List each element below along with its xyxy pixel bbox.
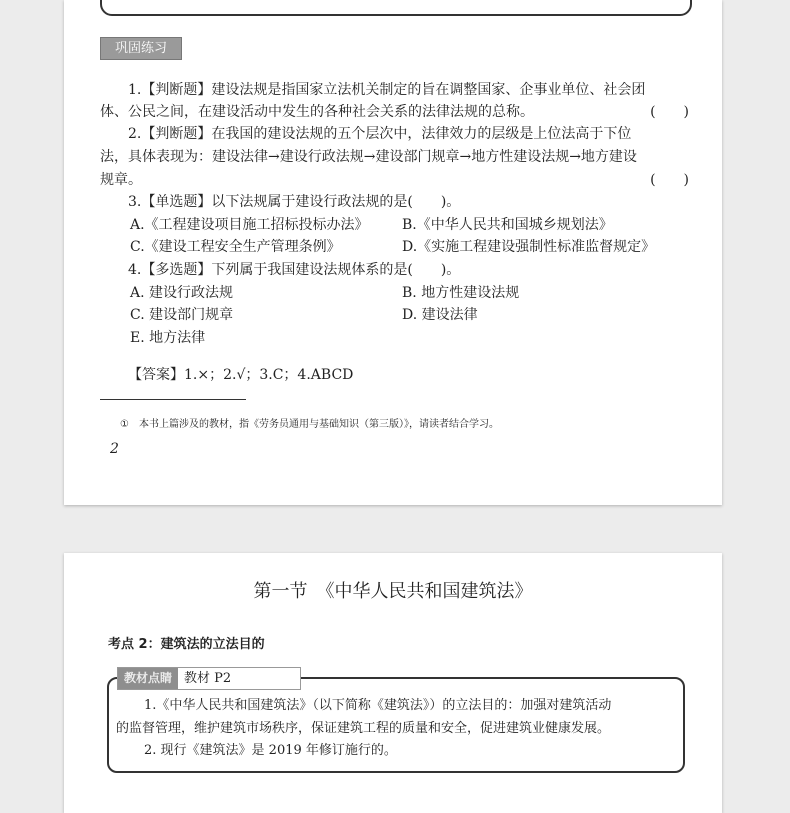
page-number: 2: [110, 441, 119, 457]
q4-option-e: E. 地方法律: [130, 330, 206, 346]
content-box-bottom: [100, 0, 692, 16]
answer-paren: ( ): [650, 104, 689, 120]
q3: 3.【单选题】以下法规属于建设行政法规的是( )。: [128, 194, 461, 210]
page-1: [64, 0, 722, 505]
footnote-rule: [100, 399, 246, 400]
section-badge: 巩固练习: [100, 37, 182, 60]
q3-option-d: D.《实施工程建设强制性标准监督规定》: [402, 239, 656, 255]
tag-label: 教材点睛: [118, 668, 178, 689]
q4-option-d: D. 建设法律: [402, 307, 478, 323]
answer-key: 【答案】1.×；2.√；3.C；4.ABCD: [128, 367, 354, 383]
q4-option-a: A. 建设行政法规: [130, 285, 234, 301]
q3-option-c: C.《建设工程安全生产管理条例》: [130, 239, 341, 255]
q4-option-c: C. 建设部门规章: [130, 307, 234, 323]
q1-line2: 体、公民之间，在建设活动中发生的各种社会关系的法律法规的总称。: [100, 104, 534, 120]
section-title: 第一节 《中华人民共和国建筑法》: [253, 581, 533, 602]
q1-line1: 1.【判断题】建设法规是指国家立法机关制定的旨在调整国家、企事业单位、社会团: [128, 82, 646, 98]
q2-line3: 规章。: [100, 172, 142, 188]
q4-option-b: B. 地方性建设法规: [402, 285, 520, 301]
kaodian-heading: 考点 2：建筑法的立法目的: [108, 637, 265, 652]
key-points-tag: [117, 667, 301, 690]
answer-paren: ( ): [650, 172, 689, 188]
q3-option-b: B.《中华人民共和国城乡规划法》: [402, 217, 613, 233]
q4: 4.【多选题】下列属于我国建设法规体系的是( )。: [128, 262, 461, 278]
point-2: 2. 现行《建筑法》是 2019 年修订施行的。: [144, 743, 397, 758]
footnote: ① 本书上篇涉及的教材，指《劳务员通用与基础知识（第三版）》，请读者结合学习。: [120, 419, 499, 430]
tag-reference: 教材 P2: [184, 671, 232, 686]
q2-line1: 2.【判断题】在我国的建设法规的五个层次中，法律效力的层级是上位法高于下位: [128, 126, 632, 142]
q2-line2: 法，具体表现为：建设法律→建设行政法规→建设部门规章→地方性建设法规→地方建设: [100, 149, 637, 165]
page-2: [64, 553, 722, 813]
q3-option-a: A.《工程建设项目施工招标投标办法》: [130, 217, 369, 233]
point-1-line2: 的监督管理，维护建筑市场秩序，保证建筑工程的质量和安全，促进建筑业健康发展。: [116, 721, 611, 736]
point-1-line1: 1.《中华人民共和国建筑法》（以下简称《建筑法》）的立法目的：加强对建筑活动: [144, 698, 612, 713]
